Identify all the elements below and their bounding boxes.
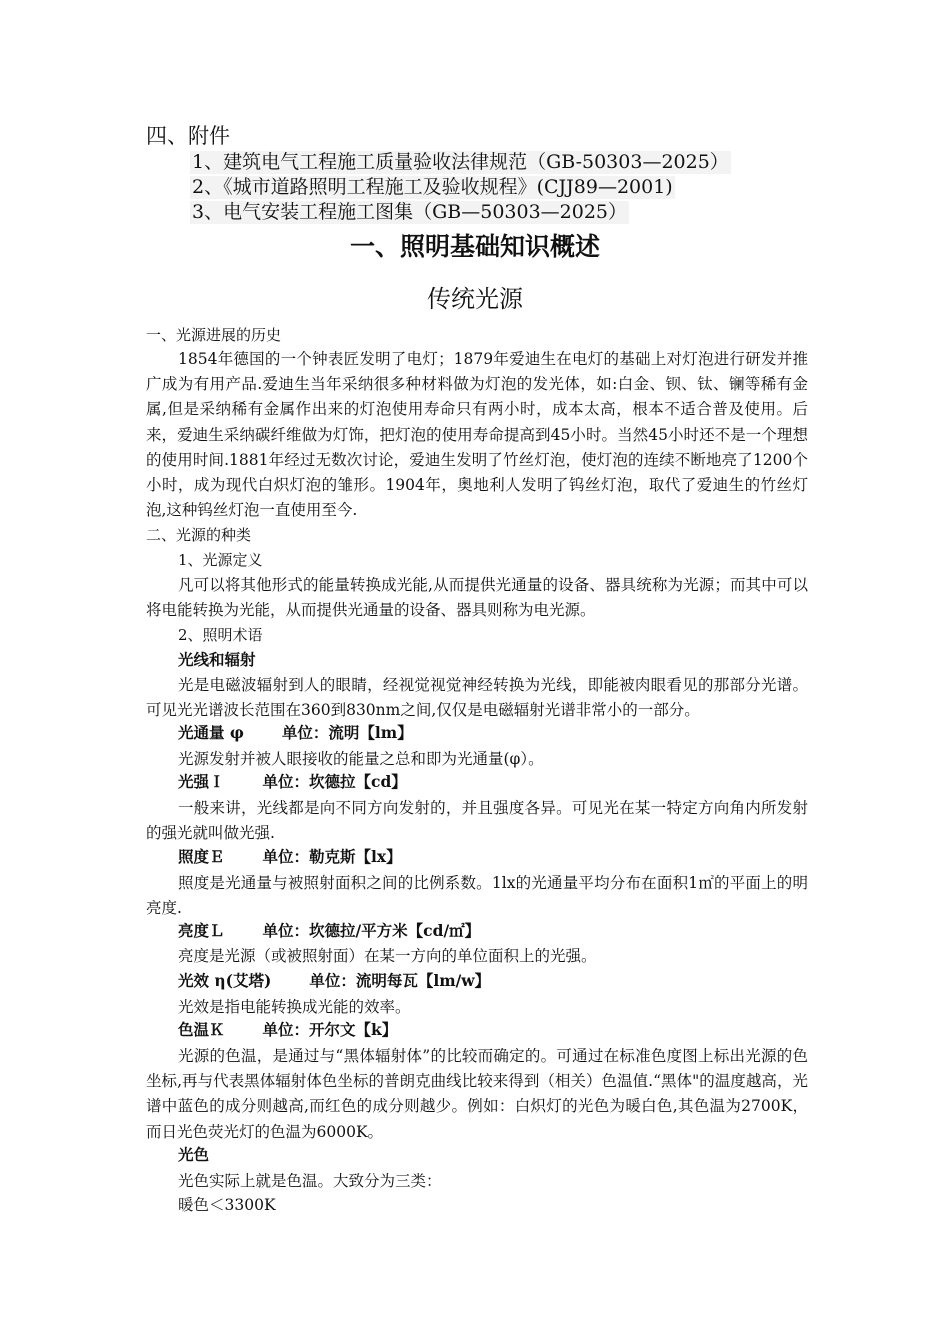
term-name: 光线和辐射 [178,650,256,669]
term-name: 光效 η(艾塔) [178,971,272,990]
term-luminous-flux [178,724,413,743]
types-heading: 二、光源的种类 [146,526,252,544]
term-name: 光强Ｉ [178,772,225,791]
term-name: 光色 [178,1145,210,1164]
term-light-radiation [178,651,256,670]
term-efficacy [178,972,490,991]
term-name: 光通量 φ [178,723,244,742]
term-name: 色温Ｋ [178,1020,225,1039]
appendix-item-2: 2、《城市道路照明工程施工及验收规程》(CJJ89—2001) [192,176,673,198]
term-unit: 单位：勒克斯【lx】 [262,847,402,866]
definition-paragraph: 凡可以将其他形式的能量转换成光能,从而提供光通量的设备、器具统称为光源；而其中可以将电能转换为光能，从而提供光通量的设备、器具则称为电光源。 [146,576,808,620]
term-luminous-flux-text: 光源发射并被人眼接收的能量之总和即为光通量(φ）。 [178,750,544,768]
warm-color-line: 暖色＜3300K [178,1196,276,1214]
term-efficacy-text: 光效是指电能转换成光能的效率。 [178,998,411,1016]
term-name: 亮度Ｌ [178,921,225,940]
term-unit: 单位：开尔文【k】 [262,1020,398,1039]
term-light-radiation-text: 光是电磁波辐射到人的眼睛，经视觉视觉神经转换为光线，即能被肉眼看见的那部分光谱。可见光光谱波长范围在360到830nm之间,仅仅是电磁辐射光谱非常小的一部分。 [146,676,808,720]
term-luminance-text: 亮度是光源（或被照射面）在某一方向的单位面积上的光强。 [178,947,597,965]
term-color-temperature [178,1021,397,1040]
section-title: 传统光源 [427,285,523,313]
history-paragraph: 1854年德国的一个钟表匠发明了电灯；1879年爱迪生在电灯的基础上对灯泡进行研发并推广成为有用产品.爱迪生当年采纳很多种材料做为灯泡的发光体，如:白金、钡、钛、镧等稀有金属,但是采纳稀有金属作出来的灯泡使用寿命只有两小时，成本太高，根本不适合普及使用。后来，爱迪生采纳碳纤维做为灯饰，把灯泡的使用寿命提高到45小时。当然45小时还不是一个理想的使用时间.1881年经过无数次讨论，爱迪生发明了竹丝灯泡，使灯泡的连续不断地亮了1200个小时，成为现代白炽灯泡的雏形。1904年，奥地利人发明了钨丝灯泡，取代了爱迪生的竹丝灯泡,这种钨丝灯泡一直使用至今. [146,350,808,520]
history-heading: 一、光源进展的历史 [146,326,282,344]
appendix-title: 四、附件 [146,124,230,148]
term-unit: 单位：坎德拉【cd】 [262,772,407,791]
term-light-color [178,1146,209,1165]
term-unit: 单位：流明每瓦【lm/w】 [309,971,491,990]
term-illuminance [178,848,402,867]
term-luminous-intensity-text: 一般来讲，光线都是向不同方向发射的，并且强度各异。可见光在某一特定方向角内所发射的强光就叫做光强. [146,799,808,843]
term-luminous-intensity [178,773,407,792]
term-unit: 单位：流明【lm】 [281,723,413,742]
chapter-title: 一、照明基础知识概述 [349,232,600,261]
term-light-color-text: 光色实际上就是色温。大致分为三类： [178,1172,442,1190]
appendix-item-1: 1、建筑电气工程施工质量验收法律规范（GB-50303—2025） [192,151,729,173]
definition-heading: 1、光源定义 [178,551,263,569]
term-name: 照度Ｅ [178,847,225,866]
term-illuminance-text: 照度是光通量与被照射面积之间的比例系数。1lx的光通量平均分布在面积1㎡的平面上的明亮度. [146,874,808,918]
term-color-temperature-text: 光源的色温，是通过与“黑体辐射体”的比较而确定的。可通过在标准色度图上标出光源的色坐标,再与代表黑体辐射体色坐标的普朗克曲线比较来得到（相关）色温值.“黑体"的温度越高，光谱中蓝色的成分则越高,而红色的成分则越少。例如：白炽灯的光色为暖白色,其色温为2700K，而日光色荧光灯的色温为6000K。 [146,1047,808,1141]
term-unit: 单位：坎德拉/平方米【cd/㎡】 [262,921,481,940]
appendix-item-3: 3、电气安装工程施工图集（GB—50303—2025） [192,201,628,223]
terms-heading: 2、照明术语 [178,626,263,644]
term-luminance [178,922,480,941]
